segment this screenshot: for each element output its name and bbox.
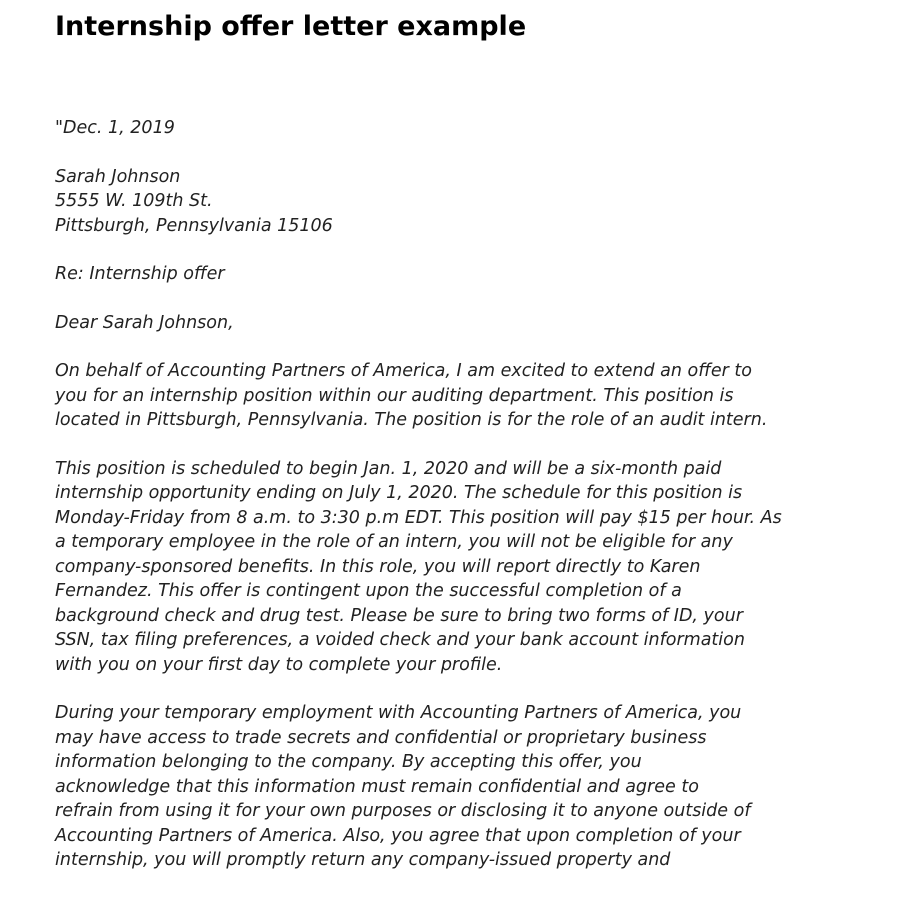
paragraph-line: company-sponsored benefits. In this role, you will report directly to Karen xyxy=(55,556,701,577)
paragraph-line: internship, you will promptly return any company-issued property and xyxy=(55,850,671,870)
paragraph-line: Fernandez. This offer is contingent upon the successful completion of a xyxy=(55,581,682,601)
letter-date xyxy=(55,116,845,141)
letter-paragraph xyxy=(55,457,845,678)
paragraph-line: Accounting Partners of America. Also, you agree that upon completion of your xyxy=(55,825,741,846)
recipient-street: 5555 W. 109th St. xyxy=(55,191,213,211)
document-title: Internship offer letter example xyxy=(55,11,527,42)
paragraph-line: a temporary employee in the role of an intern, you will not be eligible for any xyxy=(55,532,733,552)
letter-subject xyxy=(55,262,845,287)
paragraph-line: This position is scheduled to begin Jan. 1, 2020 and will be a six-month paid xyxy=(55,458,722,479)
paragraph-line: located in Pittsburgh, Pennsylvania. The position is for the role of an audit intern. xyxy=(55,410,768,430)
letter-paragraph xyxy=(55,359,845,433)
paragraph-line: Monday-Friday from 8 a.m. to 3:30 p.m EDT. This position will pay $15 per hour. As xyxy=(55,507,782,528)
letter-body xyxy=(55,116,845,897)
paragraph-line: refrain from using it for your own purposes or disclosing it to anyone outside of xyxy=(55,801,751,821)
paragraph-line: internship opportunity ending on July 1, 2020. The schedule for this position is xyxy=(55,483,743,503)
paragraph-line: you for an internship position within our auditing department. This position is xyxy=(55,385,734,406)
subject-line: Re: Internship offer xyxy=(55,264,225,284)
paragraph-line: On behalf of Accounting Partners of America, I am excited to extend an offer to xyxy=(55,361,752,381)
letter-salutation xyxy=(55,311,845,336)
recipient-address xyxy=(55,165,845,239)
recipient-name: Sarah Johnson xyxy=(55,166,181,187)
recipient-city: Pittsburgh, Pennsylvania 15106 xyxy=(55,215,333,236)
letter-paragraphs xyxy=(55,359,845,873)
paragraph-line: information belonging to the company. By accepting this offer, you xyxy=(55,752,642,772)
paragraph-line: SSN, tax filing preferences, a voided check and your bank account information xyxy=(55,630,745,650)
paragraph-line: may have access to trade secrets and confidential or proprietary business xyxy=(55,727,707,748)
paragraph-line: background check and drug test. Please be sure to bring two forms of ID, your xyxy=(55,605,743,626)
paragraph-line: with you on your first day to complete your profile. xyxy=(55,654,503,675)
paragraph-line: During your temporary employment with Accounting Partners of America, you xyxy=(55,703,742,723)
date-line: "Dec. 1, 2019 xyxy=(55,118,175,138)
salutation-line: Dear Sarah Johnson, xyxy=(55,312,234,333)
paragraph-line: acknowledge that this information must remain confidential and agree to xyxy=(55,776,699,797)
letter-paragraph xyxy=(55,701,845,873)
